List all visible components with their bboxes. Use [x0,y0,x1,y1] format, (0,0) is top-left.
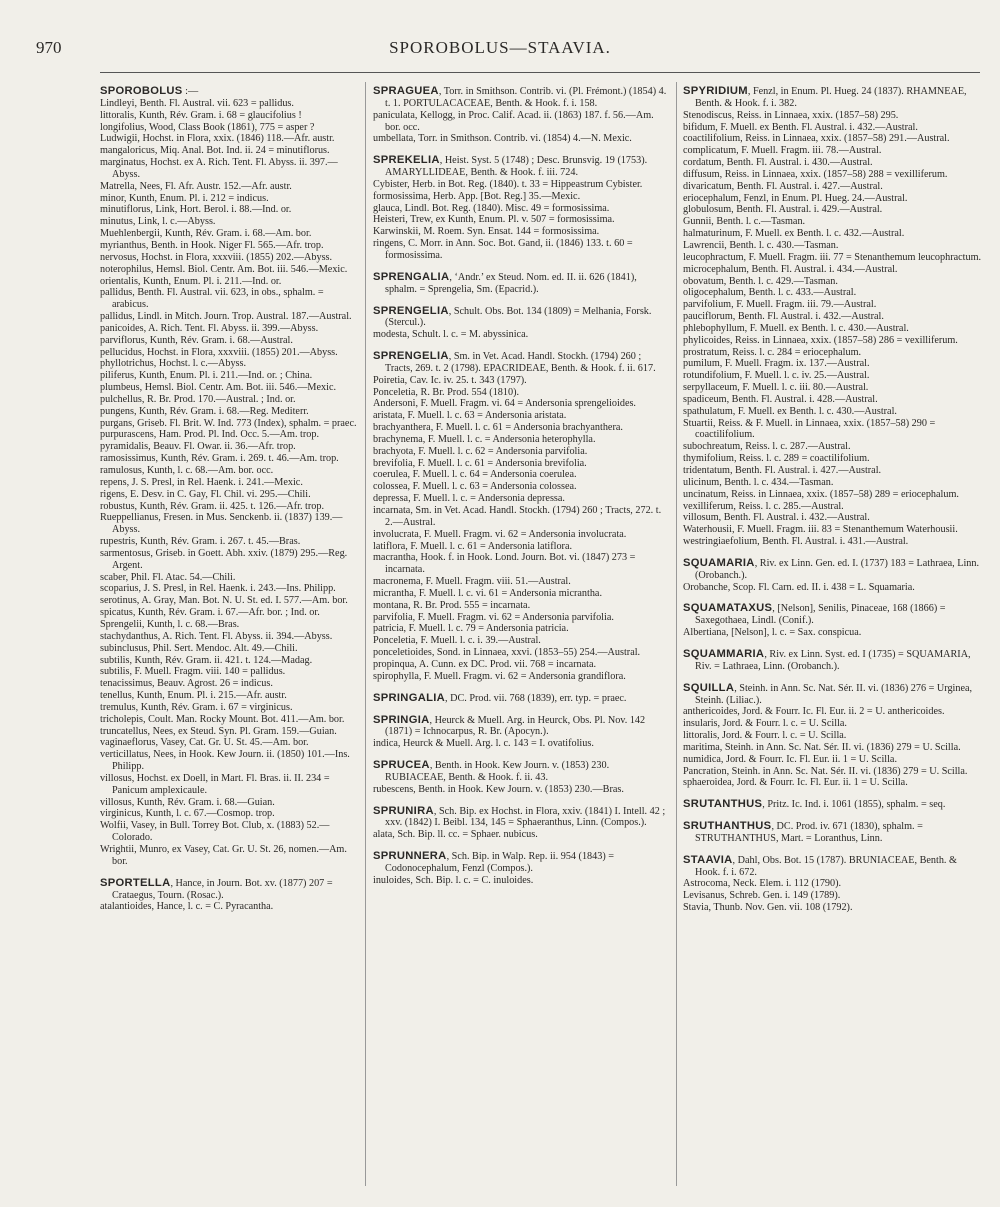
genus-heading: SPRINGIA, Heurck & Muell. Arg. in Heurck, Obs. Pl. Nov. 142 (1871) = Ichnocarpus, R. Br. (Apocyn.). [373,713,646,738]
genus-heading: SQUAMMARIA, Riv. ex Linn. Syst. ed. I (1735) = SQUAMARIA, Riv. = Lathraea, Linn. (Orobanch.). [683,647,971,672]
species-entry: halmaturinum, F. Muell. ex Benth. l. c. 432.—Austral. [683,228,905,240]
header-rule [100,72,980,73]
species-entry: latiflora, F. Muell. l. c. 61 = Andersonia latiflora. [373,540,573,552]
genus-name: SRUTHANTHUS [683,820,772,833]
species-entry: Lindleyi, Benth. Fl. Austral. vii. 623 = pallidus. [100,97,294,109]
species-entry: robustus, Kunth, Rév. Gram. ii. 425. t. 126.—Afr. trop. [100,500,325,512]
species-entry: purgans, Griseb. Fl. Brit. W. Ind. 773 (Index), sphalm. = praec. [100,417,357,429]
genus-name: SQUILLA [683,681,735,694]
species-entry: aristata, F. Muell. l. c. 63 = Andersonia aristata. [373,410,567,422]
running-head: SPOROBOLUS—STAAVIA. [389,38,611,57]
species-entry: obovatum, Benth. l. c. 429.—Tasman. [683,275,838,287]
species-entry: tenacissimus, Beauv. Agrost. 26 = indicus. [100,678,273,690]
column-divider [365,82,366,1186]
species-entry: thymifolium, Reiss. l. c. 289 = coactilifolium. [683,453,870,465]
species-entry: divaricatum, Benth. Fl. Austral. i. 427.—Austral. [683,180,883,192]
genus-name: SPRENGALIA [373,270,450,283]
species-entry: rigens, E. Desv. in C. Gay, Fl. Chil. vi. 295.—Chili. [100,488,311,500]
species-entry: Orobanche, Scop. Fl. Carn. ed. II. i. 438 = L. Squamaria. [683,581,915,593]
species-entry: pallidus, Benth. Fl. Austral. vii. 623, in obs., sphalm. = arabicus. [100,287,324,311]
genus-heading: SPRUNIRA, Sch. Bip. ex Hochst. in Flora, xxiv. (1841) I. Intell. 42 ; xxv. (1842) I. Beibl. 134, 145 = Sphaeranthus, Linn. (Compos.). [373,804,666,829]
species-entry: Levisanus, Schreb. Gen. i. 149 (1789). [683,890,841,902]
species-entry: umbellata, Torr. in Smithson. Contrib. vi. (1854) 4.—N. Mexic. [373,133,632,145]
species-entry: Stenodiscus, Reiss. in Linnaea, xxix. (1857–58) 295. [683,109,899,121]
genus-name: SPYRIDIUM [683,85,748,97]
species-entry: propinqua, A. Cunn. ex DC. Prod. vii. 768 = incarnata. [373,658,597,670]
species-entry: rubescens, Benth. in Hook. Kew Journ. v. (1853) 230.—Bras. [373,783,624,795]
species-entry: ulicinum, Benth. l. c. 434.—Tasman. [683,476,834,488]
species-entry: Wolfii, Vasey, in Bull. Torrey Bot. Club, x. (1883) 52.—Colorado. [100,820,330,844]
species-entry: Pancration, Steinh. in Ann. Sc. Nat. Sér. II. vi. (1836) 279 = U. Scilla. [683,765,968,777]
species-entry: coactilifolium, Reiss. in Linnaea, xxix. (1857–58) 291.—Austral. [683,133,950,145]
species-entry: depressa, F. Muell. l. c. = Andersonia depressa. [373,493,565,505]
species-entry: villosum, Benth. Fl. Austral. i. 432.—Austral. [683,512,870,524]
species-entry: littoralis, Kunth, Rév. Gram. i. 68 = glaucifolius ! [100,109,302,121]
species-entry: Albertiana, [Nelson], l. c. = Sax. conspicua. [683,627,862,639]
species-entry: parvifolium, F. Muell. Fragm. iii. 79.—Austral. [683,299,877,311]
species-entry: serpyllaceum, F. Muell. l. c. iii. 80.—Austral. [683,382,869,394]
species-entry: Stuartii, Reiss. & F. Muell. in Linnaea, xxix. (1857–58) 290 = coactilifolium. [683,417,936,441]
species-entry: leucophractum, F. Muell. Fragm. iii. 77 = Stenanthemum leucophractum. [683,251,982,263]
species-entry: brachyanthera, F. Muell. l. c. 61 = Andersonia brachyanthera. [373,422,623,434]
species-entry: pauciflorum, Benth. Fl. Austral. i. 432.—Austral. [683,311,884,323]
species-entry: piliferus, Kunth, Enum. Pl. i. 211.—Ind. or. ; China. [100,370,313,382]
species-entry: globulosum, Benth. Fl. Austral. i. 429.—Austral. [683,204,883,216]
species-entry: Rueppellianus, Fresen. in Mus. Senckenb. ii. (1837) 139.—Abyss. [100,512,343,536]
species-entry: formosissima, Herb. App. [Bot. Reg.] 35.—Mexic. [373,190,581,202]
species-entry: diffusum, Reiss. in Linnaea, xxix. (1857–58) 288 = vexilliferum. [683,168,948,180]
species-entry: mangaloricus, Miq. Anal. Bot. Ind. ii. 24 = minutiflorus. [100,145,330,157]
genus-heading: SQUAMARIA, Riv. ex Linn. Gen. ed. I. (1737) 183 = Lathraea, Linn. (Orobanch.). [683,556,980,581]
species-entry: panicoides, A. Rich. Tent. Fl. Abyss. ii. 399.—Abyss. [100,322,319,334]
species-entry: parvifolia, F. Muell. Fragm. vi. 62 = Andersonia parvifolia. [373,611,614,623]
species-entry: scaber, Phil. Fl. Atac. 54.—Chili. [100,571,236,583]
column-divider [676,82,677,1186]
species-entry: rupestris, Kunth, Rév. Gram. i. 267. t. 45.—Bras. [100,536,301,548]
species-entry: villosus, Hochst. ex Doell, in Mart. Fl. Bras. ii. II. 234 = Panicum amplexicaule. [100,772,330,796]
species-entry: pungens, Kunth, Rév. Gram. i. 68.—Reg. Mediterr. [100,405,309,417]
genus-heading: SRUTANTHUS, Pritz. Ic. Ind. i. 1061 (1855), sphalm. = seq. [683,798,946,811]
species-entry: alata, Sch. Bip. ll. cc. = Sphaer. nubicus. [373,829,538,841]
species-entry: colossea, F. Muell. l. c. 63 = Andersonia colossea. [373,481,577,493]
species-entry: orientalis, Kunth, Enum. Pl. i. 211.—Ind. or. [100,275,282,287]
genus-name: SPRUCEA [373,759,430,772]
species-entry: plumbeus, Hemsl. Biol. Centr. Am. Bot. iii. 546.—Mexic. [100,382,337,394]
genus-name: SQUAMARIA [683,556,755,569]
genus-name: SPRINGIA [373,713,430,726]
genus-name: SPOROBOLUS [100,85,183,97]
species-entry: myrianthus, Benth. in Hook. Niger Fl. 565.—Afr. trop. [100,239,324,251]
species-entry: montana, R. Br. Prod. 555 = incarnata. [373,599,531,611]
genus-name: SQUAMMARIA [683,647,765,660]
species-entry: Ponceletia, R. Br. Prod. 554 (1810). [373,386,520,398]
species-entry: Andersoni, F. Muell. Fragm. vi. 64 = Andersonia sprengelioides. [373,398,636,410]
species-entry: Cybister, Herb. in Bot. Reg. (1840). t. 33 = Hippeastrum Cybister. [373,178,643,190]
species-entry: marginatus, Hochst. ex A. Rich. Tent. Fl. Abyss. ii. 397.—Abyss. [100,157,338,180]
genus-heading: SPRENGELIA, Schult. Obs. Bot. 134 (1809) = Melhania, Forsk. (Stercul.). [373,304,652,329]
genus-name: SPREKELIA [373,154,440,167]
species-entry: brachynema, F. Muell. l. c. = Andersonia heterophylla. [373,433,596,445]
species-entry: Karwinskii, M. Roem. Syn. Ensat. 144 = formosissima. [373,226,600,238]
species-entry: rotundifolium, F. Muell. l. c. iv. 25.—Austral. [683,370,870,382]
genus-heading: SPOROBOLUS :— [100,85,199,97]
genus-heading: SPRUNNERA, Sch. Bip. in Walp. Rep. ii. 954 (1843) = Codonocephalum, Fenzl (Compos.). [373,850,615,874]
species-entry: inuloides, Sch. Bip. l. c. = C. inuloides. [373,874,534,886]
species-entry: macronema, F. Muell. Fragm. viii. 51.—Austral. [373,576,571,588]
species-entry: patricia, F. Muell. l. c. 79 = Andersonia patricia. [373,623,569,635]
species-entry: Sprengelii, Kunth, l. c. 68.—Bras. [100,618,240,630]
species-entry: brachyota, F. Muell. l. c. 62 = Andersonia parvifolia. [373,445,588,457]
species-entry: pyramidalis, Beauv. Fl. Owar. ii. 36.—Afr. trop. [100,441,296,453]
species-entry: prostratum, Reiss. l. c. 284 = eriocephalum. [683,346,862,358]
species-entry: sphaeroidea, Jord. & Fourr. Ic. Fl. Eur. ii. 1 = U. Scilla. [683,777,908,789]
genus-heading: SPRAGUEA, Torr. in Smithson. Contrib. vi. (Pl. Frémont.) (1854) 4. t. 1. PORTULACACEAE, Benth. & Hook. f. i. 158. [373,85,667,109]
species-entry: Lawrencii, Benth. l. c. 430.—Tasman. [683,239,839,251]
species-entry: serotinus, A. Gray, Man. Bot. N. U. St. ed. I. 577.—Am. bor. [100,595,348,607]
genus-name: SPRAGUEA [373,85,439,97]
genus-heading: SPRINGALIA, DC. Prod. vii. 768 (1839), err. typ. = praec. [373,691,627,704]
species-entry: eriocephalum, Fenzl, in Enum. Pl. Hueg. 24.—Austral. [683,192,908,204]
species-entry: pallidus, Lindl. in Mitch. Journ. Trop. Austral. 187.—Austral. [100,311,352,323]
species-entry: minutus, Link, l. c.—Abyss. [100,216,216,228]
genus-name: SPRENGELIA [373,350,449,363]
species-entry: macrantha, Hook. f. in Hook. Lond. Journ. Bot. vi. (1847) 273 = incarnata. [373,552,636,576]
species-entry: vexilliferum, Reiss. l. c. 285.—Austral. [683,500,844,512]
species-entry: microcephalum, Benth. Fl. Austral. i. 434.—Austral. [683,263,898,275]
species-entry: sarmentosus, Griseb. in Goett. Abh. xxiv. (1879) 295.—Reg. Argent. [100,547,348,571]
species-entry: longifolius, Wood, Class Book (1861), 775 = asper ? [100,121,315,133]
genus-heading: SPYRIDIUM, Fenzl, in Enum. Pl. Hueg. 24 (1837). RHAMNEAE, Benth. & Hook. f. i. 382. [683,85,967,109]
species-entry: insularis, Jord. & Fourr. l. c. = U. Scilla. [683,718,847,730]
species-entry: Heisteri, Trew, ex Kunth, Enum. Pl. v. 507 = formosissima. [373,214,615,226]
species-entry: glauca, Lindl. Bot. Reg. (1840). Misc. 49 = formosissima. [373,202,610,214]
species-entry: cordatum, Benth. Fl. Austral. i. 430.—Austral. [683,157,873,169]
genus-heading: SQUILLA, Steinh. in Ann. Sc. Nat. Sér. II. vi. (1836) 276 = Urginea, Steinh. (Liliac.). [683,681,973,706]
genus-name: SPRINGALIA [373,691,445,704]
species-entry: spirophylla, F. Muell. Fragm. vi. 62 = Andersonia grandiflora. [373,670,626,682]
species-entry: tenellus, Kunth, Enum. Pl. i. 215.—Afr. austr. [100,690,287,702]
species-entry: pulchellus, R. Br. Prod. 170.—Austral. ; Ind. or. [100,393,296,405]
species-entry: spicatus, Kunth, Rév. Gram. i. 67.—Afr. bor. ; Ind. or. [100,607,320,619]
species-entry: subtilis, Kunth, Rév. Gram. ii. 421. t. 124.—Madag. [100,654,313,666]
species-entry: vaginaeflorus, Vasey, Cat. Gr. U. St. 45.—Am. bor. [100,737,309,749]
species-entry: Wrightii, Munro, ex Vasey, Cat. Gr. U. St. 26, nomen.—Am. bor. [100,844,347,867]
genus-name: SQUAMATAXUS [683,602,773,615]
species-entry: stachydanthus, A. Rich. Tent. Fl. Abyss. ii. 394.—Abyss. [100,630,333,642]
species-entry: Astrocoma, Neck. Elem. i. 112 (1790). [683,878,842,890]
species-entry: repens, J. S. Presl, in Rel. Haenk. i. 241.—Mexic. [100,476,303,488]
species-entry: Poiretia, Cav. Ic. iv. 25. t. 343 (1797). [373,374,527,386]
species-entry: purpurascens, Ham. Prod. Pl. Ind. Occ. 5.—Am. trop. [100,429,319,441]
species-entry: phyllotrichus, Hochst. l. c.—Abyss. [100,358,247,370]
species-entry: ramulosus, Kunth, l. c. 68.—Am. bor. occ. [100,465,274,476]
genus-name: SRUTANTHUS [683,798,763,811]
species-entry: maritima, Steinh. in Ann. Sc. Nat. Sér. II. vi. (1836) 279 = U. Scilla. [683,741,961,753]
genus-heading: SPREKELIA, Heist. Syst. 5 (1748) ; Desc. Brunsvig. 19 (1753). AMARYLLIDEAE, Benth. & Hook. f. iii. 724. [373,154,648,179]
species-entry: numidica, Jord. & Fourr. Ic. Fl. Eur. ii. 1 = U. Scilla. [683,753,898,765]
species-entry: modesta, Schult. l. c. = M. abyssinica. [373,329,529,341]
genus-heading: SPRUCEA, Benth. in Hook. Kew Journ. v. (1853) 230. RUBIACEAE, Benth. & Hook. f. ii. 43. [373,759,610,783]
genus-name: SPRENGELIA [373,304,449,317]
species-entry: virginicus, Kunth, l. c. 67.—Cosmop. trop. [100,808,275,820]
genus-heading: SPRENGALIA, ‘Andr.’ ex Steud. Nom. ed. II. ii. 626 (1841), sphalm. = Sprengelia, Sm. (Epacrid.). [373,270,637,295]
species-entry: Waterhousii, F. Muell. Fragm. iii. 83 = Stenanthemum Waterhousii. [683,524,958,536]
species-entry: spadiceum, Benth. Fl. Austral. i. 428.—Austral. [683,393,878,405]
species-entry: ponceletioides, Sond. in Linnaea, xxvi. (1853–55) 254.—Austral. [373,647,641,659]
species-entry: complicatum, F. Muell. Fragm. iii. 78.—Austral. [683,145,882,157]
species-entry: atalantioides, Hance, l. c. = C. Pyracantha. [100,901,274,913]
genus-name: SPRUNNERA [373,850,447,863]
species-entry: Ponceletia, F. Muell. l. c. i. 39.—Austral. [373,635,541,647]
species-entry: minutiflorus, Link, Hort. Berol. i. 88.—Ind. or. [100,204,292,216]
species-entry: noterophilus, Hemsl. Biol. Centr. Am. Bot. iii. 546.—Mexic. [100,263,348,275]
genus-name: STAAVIA [683,853,733,866]
species-entry: incarnata, Sm. in Vet. Acad. Handl. Stockh. (1794) 260 ; Tracts, 272. t. 2.—Austral. [373,505,662,528]
species-entry: pellucidus, Hochst. in Flora, xxxviii. (1855) 201.—Abyss. [100,346,338,358]
species-entry: phylicoides, Reiss. in Linnaea, xxix. (1857–58) 286 = vexilliferum. [683,334,958,346]
species-entry: tricholepis, Coult. Man. Rocky Mount. Bot. 411.—Am. bor. [100,713,345,725]
species-entry: paniculata, Kellogg, in Proc. Calif. Acad. ii. (1863) 187. f. 56.—Am. bor. occ. [373,109,654,133]
species-entry: bifidum, F. Muell. ex Benth. Fl. Austral. i. 432.—Austral. [683,121,918,133]
species-entry: truncatellus, Nees, ex Steud. Syn. Pl. Gram. 159.—Guian. [100,725,337,737]
species-entry: scoparius, J. S. Presl, in Rel. Haenk. i. 243.—Ins. Philipp. [100,583,336,595]
genus-heading: SPRENGELIA, Sm. in Vet. Acad. Handl. Stockh. (1794) 260 ; Tracts, 269. t. 2 (1798). EPACRIDEAE, Benth. & Hook. f. ii. 617. [373,350,656,374]
column-2 [373,86,671,887]
species-entry: micrantha, F. Muell. l. c. vi. 61 = Andersonia micrantha. [373,587,603,599]
species-entry: villosus, Kunth, Rév. Gram. i. 68.—Guian. [100,796,275,808]
genus-heading: STAAVIA, Dahl, Obs. Bot. 15 (1787). BRUNIACEAE, Benth. & Hook. f. i. 672. [683,853,957,878]
species-entry: ramosissimus, Kunth, Rév. Gram. i. 269. t. 46.—Am. trop. [100,453,339,465]
species-entry: phlebophyllum, F. Muell. ex Benth. l. c. 430.—Austral. [683,322,909,334]
species-entry: subochreatum, Reiss. l. c. 287.—Austral. [683,441,851,453]
species-entry: uncinatum, Reiss. in Linnaea, xxix. (1857–58) 289 = eriocephalum. [683,488,959,500]
species-entry: indica, Heurck & Muell. Arg. l. c. 143 = I. ovatifolius. [373,738,594,750]
species-entry: parviflorus, Kunth, Rév. Gram. i. 68.—Austral. [100,334,293,346]
species-entry: minor, Kunth, Enum. Pl. i. 212 = indicus. [100,192,269,204]
genus-heading: SPORTELLA, Hance, in Journ. Bot. xv. (1877) 207 = Crataegus, Tourn. (Rosac.). [100,876,333,901]
genus-name: SPORTELLA [100,876,171,889]
genus-heading: SQUAMATAXUS, [Nelson], Senilis, Pinaceae, 168 (1866) = Saxegothaea, Lindl. (Conif.). [683,602,946,627]
species-entry: spathulatum, F. Muell. ex Benth. l. c. 430.—Austral. [683,405,897,417]
species-entry: pumilum, F. Muell. Fragm. ix. 137.—Austral. [683,358,870,370]
genus-heading: SRUTHANTHUS, DC. Prod. iv. 671 (1830), sphalm. = STRUTHANTHUS, Mart. = Loranthus, Linn. [683,820,923,844]
species-entry: Muehlenbergii, Kunth, Rév. Gram. i. 68.—Am. bor. [100,228,312,240]
page-number: 970 [36,38,62,57]
species-entry: littoralis, Jord. & Fourr. l. c. = U. Scilla. [683,730,847,742]
column-1 [100,86,357,913]
species-entry: tremulus, Kunth, Rév. Gram. i. 67 = virginicus. [100,701,293,713]
species-entry: tridentatum, Benth. Fl. Austral. i. 427.—Austral. [683,465,882,476]
column-3 [683,86,983,914]
species-entry: Stavia, Thunb. Nov. Gen. vii. 108 (1792). [683,902,853,914]
species-entry: Ludwigii, Hochst. in Flora, xxix. (1846) 118.—Afr. austr. [100,133,335,145]
species-entry: subinclusus, Phil. Sert. Mendoc. Alt. 49.—Chili. [100,642,298,654]
species-entry: westringiaefolium, Benth. Fl. Austral. i. 431.—Austral. [683,536,909,548]
species-entry: involucrata, F. Muell. Fragm. vi. 62 = Andersonia involucrata. [373,528,627,540]
species-entry: Matrella, Nees, Fl. Afr. Austr. 152.—Afr. austr. [100,180,292,192]
species-entry: oligocephalum, Benth. l. c. 433.—Austral. [683,287,857,299]
species-entry: anthericoides, Jord. & Fourr. Ic. Fl. Eur. ii. 2 = U. anthericoides. [683,706,945,718]
species-entry: coerulea, F. Muell. l. c. 64 = Andersonia coerulea. [373,469,577,481]
species-entry: brevifolia, F. Muell. l. c. 61 = Andersonia brevifolia. [373,457,587,469]
genus-name: SPRUNIRA [373,804,434,817]
species-entry: verticillatus, Nees, in Hook. Kew Journ. ii. (1850) 101.—Ins. Philipp. [100,749,350,773]
species-entry: nervosus, Hochst. in Flora, xxxviii. (1855) 202.—Abyss. [100,251,333,263]
species-entry: subtilis, F. Muell. Fragm. viii. 140 = pallidus. [100,666,286,678]
species-entry: ringens, C. Morr. in Ann. Soc. Bot. Gand, ii. (1846) 133. t. 60 = formosissima. [373,238,633,261]
species-entry: Gunnii, Benth. l. c.—Tasman. [683,216,806,228]
